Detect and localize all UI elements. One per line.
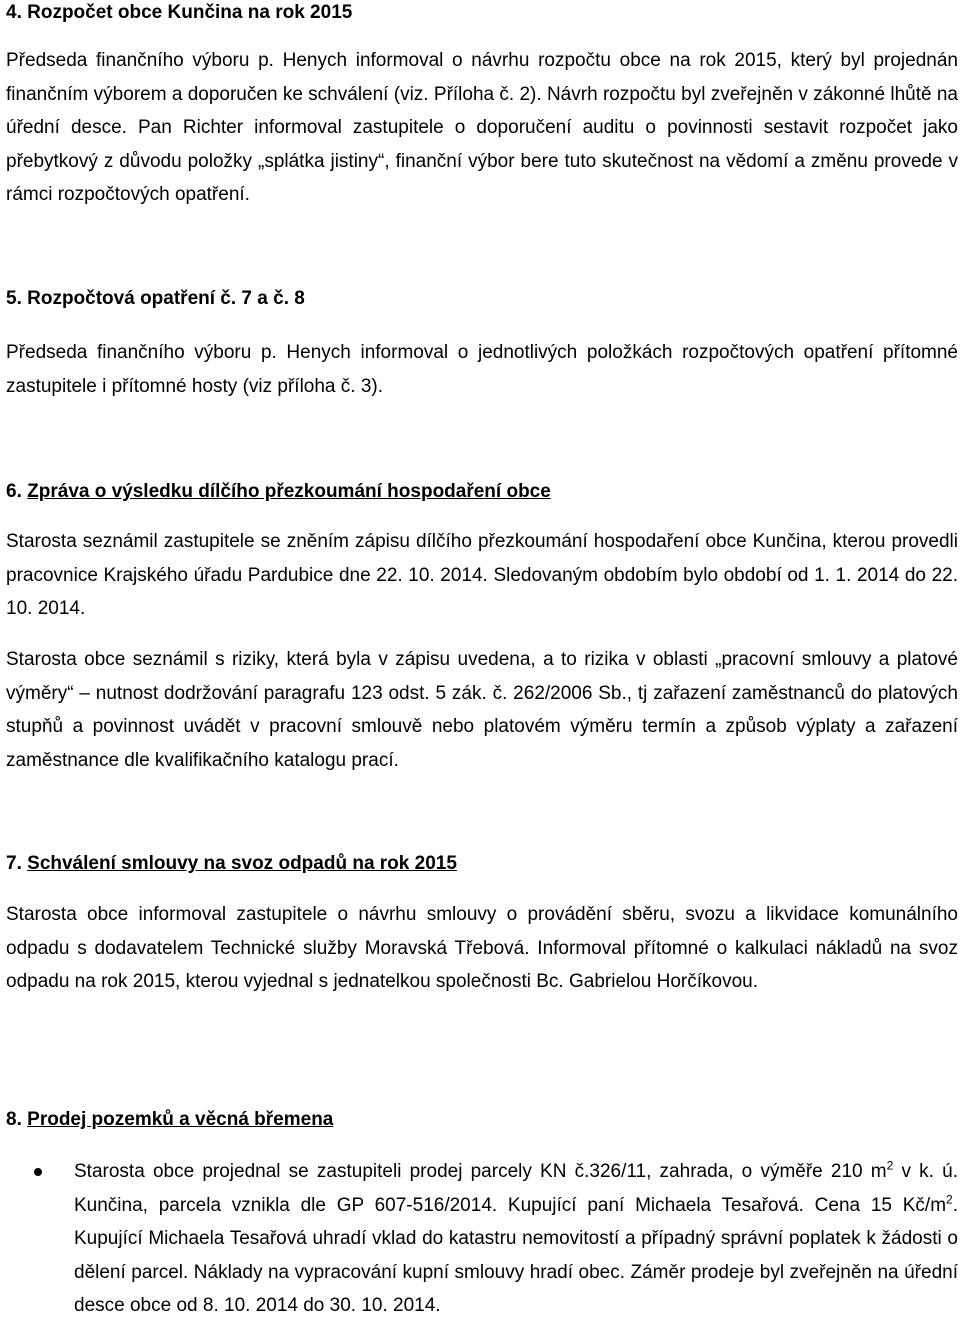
- section-heading: 5. Rozpočtová opatření č. 7 a č. 8: [6, 288, 305, 309]
- section-7-body: [6, 898, 958, 999]
- section-heading: [6, 1109, 958, 1131]
- section-4: [6, 2, 958, 24]
- section-title: Prodej pozemků a věcná břemena: [27, 1109, 334, 1130]
- list-item: Starosta obce projednal se zastupiteli prodej parcely KN č.326/11, zahrada, o výměře 210 $m^2$ v k. ú. Kunčina, parcela vznikla dle GP 607-516/2014. Kupující paní Michaela Tesařová. Cena 15 $Kč/m^2$. Kupující Michaela Tesařová uhradí vklad do katastru nemovitostí a případný správní poplatek k žádosti o dělení parcel. Náklady na vypracování kupní smlouvy hradí obec. Záměr prodeje byl zveřejněn na úřední desce obce od 8. 10. 2014 do 30. 10. 2014.: [6, 1155, 958, 1323]
- section-number: 7.: [6, 853, 22, 874]
- section-8: [6, 1109, 958, 1131]
- bullet-icon: [34, 1168, 42, 1176]
- section-7: [6, 853, 958, 875]
- paragraph: Starosta seznámil zastupitele se zněním zápisu dílčího přezkoumání hospodaření obce Kunčina, kterou provedli pracovnice Krajského úřadu Pardubice dne 22. 10. 2014. Sledovaným obdobím bylo období od 1. 1. 2014 do 22. 10. 2014.: [6, 531, 958, 619]
- section-6-body: [6, 525, 958, 626]
- section-number: 8.: [6, 1109, 22, 1130]
- section-heading: 4. Rozpočet obce Kunčina na rok 2015: [6, 2, 353, 23]
- section-title: Zpráva o výsledku dílčího přezkoumání hospodaření obce: [27, 481, 551, 502]
- section-5-body: [6, 336, 958, 403]
- paragraph: Předseda finančního výboru p. Henych informoval o jednotlivých položkách rozpočtových opatření přítomné zastupitele i přítomné hosty (viz příloha č. 3).: [6, 342, 958, 397]
- paragraph: Předseda finančního výboru p. Henych informoval o návrhu rozpočtu obce na rok 2015, který byl projednán finančním výborem a doporučen ke schválení (viz. Příloha č. 2). Návrh rozpočtu byl zveřejněn v zákonné lhůtě na úřední desce. Pan Richter informoval zastupitele o doporučení auditu o povinnosti sestavit rozpočet jako přebytkový z důvodu položky „splátka jistiny“, finanční výbor bere tuto skutečnost na vědomí a změnu provede v rámci rozpočtových opatření.: [6, 50, 958, 205]
- bullet-list: [6, 1155, 958, 1323]
- section-number: 6.: [6, 481, 22, 502]
- section-title: Schválení smlouvy na svoz odpadů na rok 2015: [27, 853, 457, 874]
- section-5: [6, 288, 958, 310]
- section-heading: [6, 481, 958, 503]
- paragraph: Starosta obce seznámil s riziky, která byla v zápisu uvedena, a to rizika v oblasti „pracovní smlouvy a platové výměry“ – nutnost dodržování paragrafu 123 odst. 5 zák. č. 262/2006 Sb., tj zařazení zaměstnanců do platových stupňů a povinnost uvádět v pracovní smlouvě nebo platovém výměru termín a způsob výplaty a zařazení zaměstnance dle kvalifikačního katalogu prací.: [6, 649, 958, 771]
- section-4-body: [6, 44, 958, 212]
- paragraph: Starosta obce informoval zastupitele o návrhu smlouvy o provádění sběru, svozu a likvidace komunálního odpadu s dodavatelem Technické služby Moravská Třebová. Informoval přítomné o kalkulaci nákladů na svoz odpadu na rok 2015, kterou vyjednal s jednatelkou společnosti Bc. Gabrielou Horčíkovou.: [6, 904, 958, 992]
- section-6-body-2: [6, 643, 958, 777]
- section-heading: [6, 853, 958, 875]
- section-6: [6, 481, 958, 503]
